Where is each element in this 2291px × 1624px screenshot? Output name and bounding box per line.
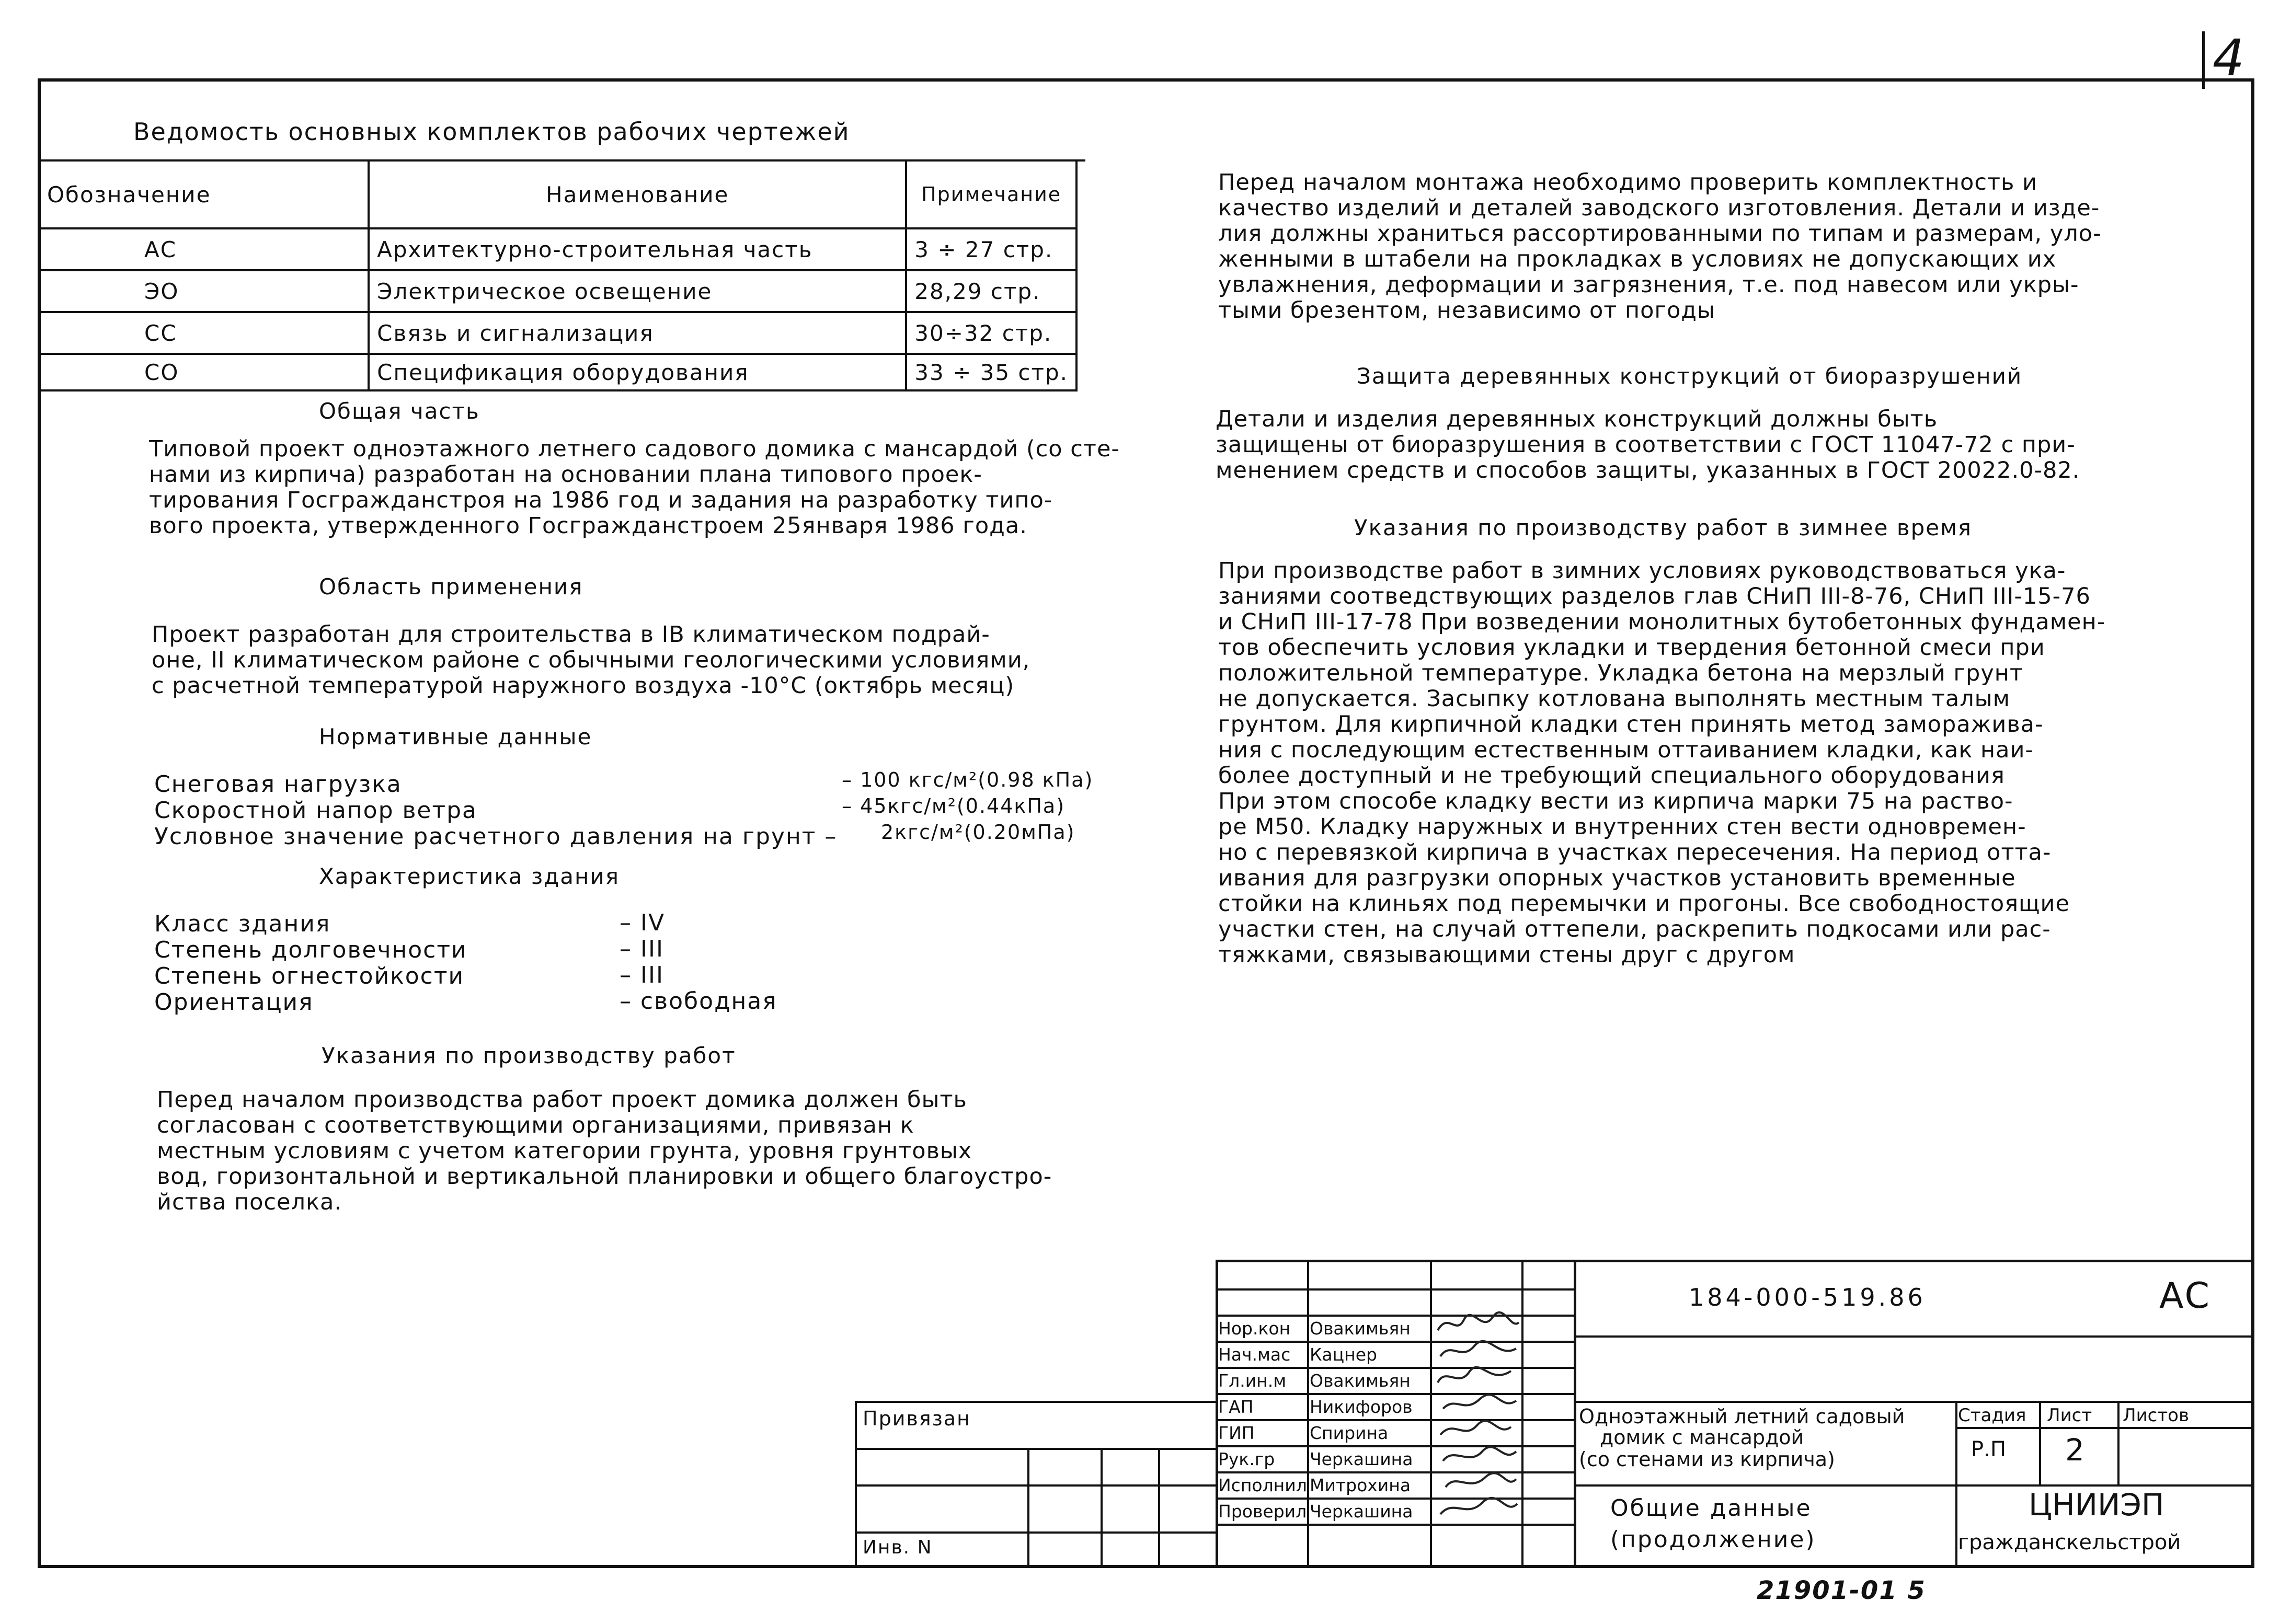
project-title-line: (со стенами из кирпича): [1579, 1448, 1835, 1471]
text-line: При этом способе кладку вести из кирпича марки 75 на раство-: [1218, 788, 2013, 814]
normative-value: – 100 кгс/м²(0.98 кПа): [842, 768, 1094, 791]
staff-row-rule: [1216, 1288, 1574, 1291]
text-line: менением средств и способов защиты, указанных в ГОСТ 20022.0-82.: [1216, 457, 2080, 483]
signatures-image: [1433, 1309, 1521, 1524]
sheet-value: 2: [2065, 1432, 2084, 1468]
row-designation: АС: [40, 228, 369, 270]
binding-rule: [855, 1484, 1218, 1487]
text-line: нами из кирпича) разработан на основании плана типового проек-: [149, 462, 982, 488]
heading-protection: Защита деревянных конструкций от биоразрушений: [1357, 363, 2023, 389]
heading-normative: Нормативные данные: [319, 724, 592, 750]
col-header-designation: Обозначение: [40, 160, 369, 228]
stage-label: Стадия: [1958, 1405, 2026, 1426]
text-line: заниями соотведствующих разделов глав СНиП III-8-76, СНиП III-15-76: [1218, 583, 2091, 609]
text-line: Проект разработан для строительства в IВ климатическом подрай-: [152, 621, 990, 648]
row-designation: СС: [40, 312, 369, 354]
staff-role: Гл.ин.м: [1218, 1370, 1287, 1391]
building-label: Класс здания: [154, 911, 331, 937]
mounting-text: [1218, 170, 2102, 324]
building-label: Степень долговечности: [154, 937, 467, 963]
sheet-list-header-row: [40, 160, 1076, 228]
sheet-list-table: [40, 159, 1078, 391]
row-note: 33 ÷ 35 стр.: [906, 354, 1076, 390]
text-line: тирования Госгражданстроя на 1986 год и задания на разработку типо-: [149, 487, 1053, 513]
stage-value: Р.П: [1971, 1437, 2006, 1461]
text-line: защищены от биоразрушения в соответствии с ГОСТ 11047-72 с при-: [1216, 432, 2076, 458]
row-name: Электрическое освещение: [369, 270, 906, 312]
stamp-divider: [2039, 1401, 2041, 1484]
row-name: Связь и сигнализация: [369, 312, 906, 354]
corner-page-number: 4: [2213, 29, 2246, 87]
staff-col-divider: [1430, 1260, 1432, 1568]
text-line: тяжками, связывающими стены друг с другом: [1218, 942, 1795, 968]
protection-text: [1216, 407, 2080, 483]
row-name: Спецификация оборудования: [369, 354, 906, 390]
text-line: Перед началом производства работ проект домика должен быть: [157, 1087, 967, 1113]
staff-role: Нач.мас: [1218, 1344, 1291, 1365]
footer-number: 21901-01 5: [1757, 1576, 1926, 1605]
staff-role: Проверил: [1218, 1501, 1307, 1522]
text-line: женными в штабели на прокладках в условиях не допускающих их: [1218, 246, 2057, 272]
text-line: увлажнения, деформации и загрязнения, т.е. под навесом или укры-: [1218, 272, 2079, 298]
building-value: – III: [620, 962, 664, 988]
text-line: местным условиям с учетом категории грунта, уровня грунтовых: [157, 1138, 972, 1164]
binding-rule: [855, 1448, 1218, 1450]
project-title-line: домик с мансардой: [1600, 1426, 1804, 1449]
staff-name: Овакимьян: [1310, 1318, 1411, 1339]
binding-rule: [855, 1531, 1218, 1534]
text-line: ния с последующим естественным оттаиванием кладки, как наи-: [1218, 737, 2034, 763]
stamp-rule: [1574, 1335, 2254, 1338]
normative-value: 2кгс/м²(0.20мПа): [881, 821, 1075, 844]
staff-role: ГАП: [1218, 1397, 1254, 1417]
text-line: ре М50. Кладку наружных и внутренних стен вести одновремен-: [1218, 814, 2026, 840]
staff-name: Черкашина: [1310, 1449, 1413, 1469]
text-line: стойки на клиньях под перемычки и прогоны. Все свободностоящие: [1218, 891, 2070, 917]
staff-role: Рук.гр: [1218, 1449, 1275, 1469]
text-line: Типовой проект одноэтажного летнего садового домика с мансардой (со сте-: [149, 436, 1120, 462]
heading-winter: Указания по производству работ в зимнее время: [1354, 515, 1973, 540]
normative-label: Снеговая нагрузка: [154, 771, 402, 798]
normative-label: Скоростной напор ветра: [154, 797, 478, 824]
table-row: [40, 312, 1076, 354]
text-line: вод, горизонтальной и вертикальной планировки и общего благоустро-: [157, 1164, 1052, 1190]
row-name: Архитектурно-строительная часть: [369, 228, 906, 270]
building-value: – III: [620, 936, 664, 962]
text-line: положительной температуре. Укладка бетона на мерзлый грунт: [1218, 660, 2023, 686]
text-line: но с перевязкой кирпича в участках пересечения. На период отта-: [1218, 839, 2052, 866]
staff-name: Спирина: [1310, 1423, 1389, 1443]
text-line: тыми брезентом, независимо от погоды: [1218, 297, 1715, 324]
normative-label: Условное значение расчетного давления на грунт –: [154, 823, 838, 850]
staff-row-rule: [1216, 1524, 1574, 1526]
stamp-rule: [1574, 1401, 2254, 1403]
works-text: [157, 1087, 1052, 1215]
building-label: Ориентация: [154, 989, 314, 1016]
text-line: участки стен, на случай оттепели, раскрепить подкосами или рас-: [1218, 916, 2051, 942]
text-line: оне, II климатическом районе с обычными геологическими условиями,: [152, 647, 1030, 673]
staff-name: Черкашина: [1310, 1501, 1413, 1522]
winter-text: [1218, 558, 2105, 968]
sheet-list-title: Ведомость основных комплектов рабочих чертежей: [133, 118, 850, 146]
heading-works: Указания по производству работ: [322, 1043, 736, 1068]
row-designation: СО: [40, 354, 369, 390]
table-row: [40, 270, 1076, 312]
staff-name: Митрохина: [1310, 1475, 1411, 1495]
text-line: качество изделий и деталей заводского изготовления. Детали и изде-: [1218, 195, 2100, 221]
normative-value: – 45кгс/м²(0.44кПа): [842, 794, 1066, 817]
staff-col-divider: [1307, 1260, 1309, 1568]
heading-general: Общая часть: [319, 398, 480, 424]
staff-role: ГИП: [1218, 1423, 1255, 1443]
text-line: и СНиП III-17-78 При возведении монолитных бутобетонных фундамен-: [1218, 609, 2106, 635]
staff-name: Овакимьян: [1310, 1370, 1411, 1391]
text-line: более доступный и не требующий специального оборудования: [1218, 763, 2005, 789]
stamp-divider: [2117, 1401, 2120, 1484]
binding-divider: [1101, 1448, 1103, 1568]
staff-col-divider: [1521, 1260, 1523, 1568]
heading-building: Характеристика здания: [319, 863, 620, 889]
project-code: 184-000-519.86: [1689, 1283, 1926, 1311]
text-line: грунтом. Для кирпичной кладки стен принять метод заморажива-: [1218, 711, 2044, 738]
binding-label: Привязан: [863, 1407, 971, 1430]
building-value: – IV: [620, 909, 666, 936]
org-name: ЦНИИЭП: [2029, 1487, 2164, 1523]
doc-title-line: (продолжение): [1610, 1526, 1816, 1553]
heading-scope: Область применения: [319, 574, 583, 600]
staff-role: Нор.кон: [1218, 1318, 1291, 1339]
doc-title-line: Общие данные: [1610, 1495, 1812, 1522]
sheets-label: Листов: [2123, 1405, 2190, 1426]
binding-divider: [1158, 1448, 1160, 1568]
staff-col-divider: [1574, 1260, 1576, 1568]
stamp-divider: [1955, 1401, 1957, 1568]
text-line: йства поселка.: [157, 1189, 342, 1215]
text-line: ивания для разгрузки опорных участков установить временные: [1218, 865, 2016, 891]
text-line: При производстве работ в зимних условиях руководствоваться ука-: [1218, 558, 2066, 584]
row-note: 30÷32 стр.: [906, 312, 1076, 354]
text-line: не допускается. Засыпку котлована выполнять местным талым: [1218, 686, 2011, 712]
staff-name: Кацнер: [1310, 1344, 1377, 1365]
inventory-label: Инв. N: [863, 1537, 933, 1558]
table-row: [40, 354, 1076, 390]
text-line: вого проекта, утвержденного Госгражданстроем 25января 1986 года.: [149, 513, 1027, 539]
col-header-name: Наименование: [369, 160, 906, 228]
building-value: – свободная: [620, 988, 777, 1015]
project-title-line: Одноэтажный летний садовый: [1579, 1405, 1905, 1428]
sheet-label: Лист: [2047, 1405, 2092, 1426]
staff-role: Исполнил: [1218, 1475, 1307, 1495]
row-designation: ЭО: [40, 270, 369, 312]
stamp-rule: [1574, 1484, 2254, 1487]
staff-name: Никифоров: [1310, 1397, 1413, 1417]
text-line: Детали и изделия деревянных конструкций должны быть: [1216, 406, 1938, 432]
building-label: Степень огнестойкости: [154, 963, 465, 989]
text-line: с расчетной температурой наружного воздуха -10°С (октябрь месяц): [152, 673, 1015, 699]
text-line: согласован с соответствующими организациями, привязан к: [157, 1112, 914, 1138]
general-text: [149, 436, 1120, 539]
row-note: 3 ÷ 27 стр.: [906, 228, 1076, 270]
col-header-note: Примечание: [906, 160, 1076, 228]
stamp-rule: [1955, 1427, 2254, 1429]
binding-divider: [1027, 1448, 1029, 1568]
org-subname: гражданскельстрой: [1958, 1530, 2181, 1554]
project-mark: АС: [2159, 1275, 2210, 1317]
row-note: 28,29 стр.: [906, 270, 1076, 312]
text-line: лия должны храниться рассортированными по типам и размерам, уло-: [1218, 221, 2102, 247]
table-row: [40, 228, 1076, 270]
scope-text: [152, 622, 1030, 699]
text-line: тов обеспечить условия укладки и твердения бетонной смеси при: [1218, 635, 2045, 661]
text-line: Перед началом монтажа необходимо проверить комплектность и: [1218, 169, 2037, 195]
